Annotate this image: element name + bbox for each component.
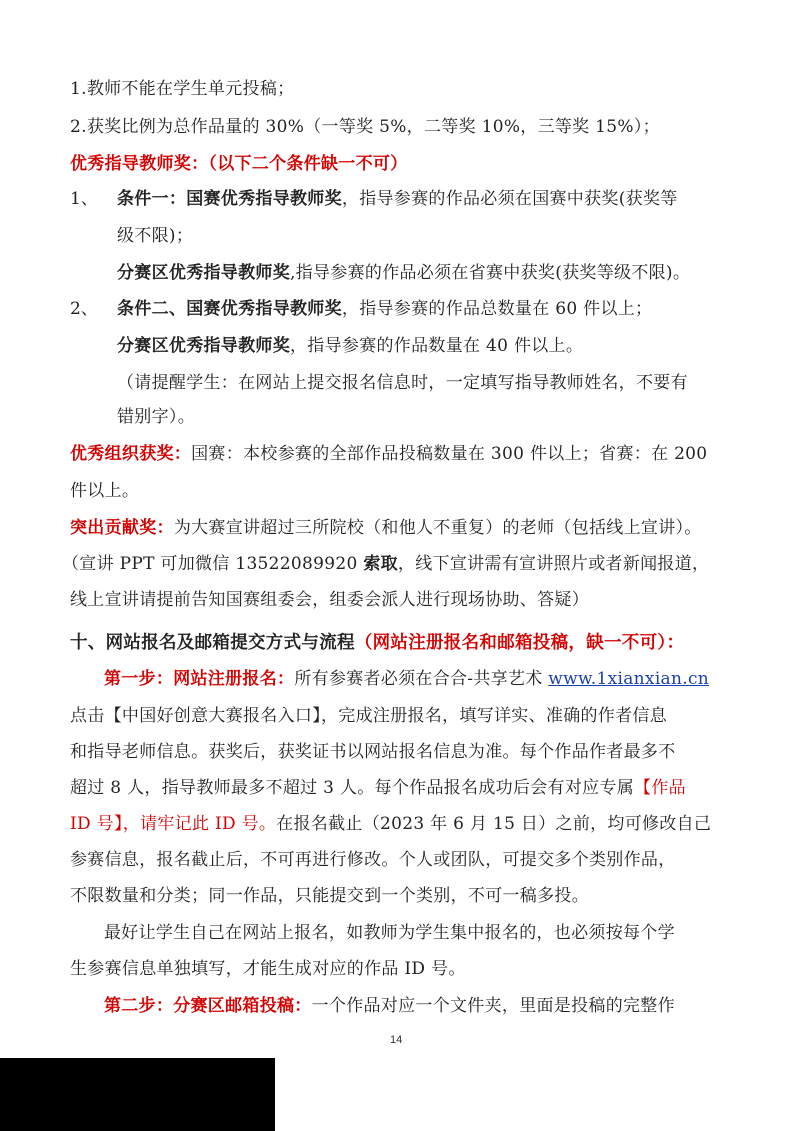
contrib-award-line-2	[62, 552, 709, 576]
condition-1-continuation: 级不限)；	[117, 226, 194, 246]
contrib-award-line-3: 线上宣讲请提前告知国赛组委会，组委会派人进行现场协助、答疑）	[70, 590, 589, 610]
step-1-text: 所有参赛者必须在合合-共享艺术	[294, 669, 549, 689]
org-award-continuation: 件以上。	[70, 481, 140, 501]
step-2-label: 第二步：分赛区邮箱投稿：	[104, 996, 312, 1016]
reminder-note-line-2: 错别字）。	[117, 407, 195, 427]
org-award-line	[70, 442, 707, 466]
paragraph-line-6: 不限数量和分类；同一作品，只能提交到一个类别，不可一稿多投。	[70, 886, 589, 906]
condition-1-sub-text: ,指导参赛的作品必须在省赛中获奖(获奖等级不限)。	[290, 263, 691, 283]
condition-2-title: 条件二、国赛优秀指导教师奖	[117, 299, 342, 319]
website-link[interactable]: www.1xianxian.cn	[548, 669, 710, 689]
paragraph-line-3-text: 超过 8 人，指导教师最多不超过 3 人。每个作品报名成功后会有对应专属	[70, 778, 635, 798]
work-id-note-end: ID 号】，请牢记此 ID 号。	[70, 814, 277, 834]
reminder-note-line-1: （请提醒学生：在网站上提交报名信息时，一定填写指导教师姓名，不要有	[117, 373, 688, 393]
condition-1-text: ，指导参赛的作品必须在国赛中获奖(获奖等	[341, 189, 678, 209]
condition-1-sub-line	[117, 261, 690, 285]
step-1-label: 第一步：网站注册报名：	[104, 669, 295, 689]
paragraph-line-7: 最好让学生自己在网站上报名，如教师为学生集中报名的，也必须按每个学	[104, 923, 675, 943]
contrib-award-label: 突出贡献奖：	[70, 518, 174, 538]
contrib-award-request: 索取	[363, 554, 398, 574]
deadline-text: 在报名截止（2023 年 6 月 15 日）之前，均可修改自己	[276, 814, 712, 834]
redaction-block	[0, 1058, 275, 1131]
paragraph-line-1: 点击【中国好创意大赛报名入口】，完成注册报名，填写详实、准确的作者信息	[70, 706, 667, 726]
org-award-label: 优秀组织获奖：	[70, 444, 192, 464]
paragraph-line-2: 和指导老师信息。获奖后，获奖证书以网站报名信息为准。每个作品作者最多不	[70, 742, 676, 762]
paragraph-line-3	[70, 776, 686, 800]
contrib-award-line	[70, 516, 702, 540]
step-1-line	[104, 667, 709, 691]
paragraph-line-5: 参赛信息，报名截止后，不可再进行修改。个人或团队，可提交多个类别作品，	[70, 850, 676, 870]
contrib-award-wechat: （宣讲 PPT 可加微信 13522089920	[62, 554, 364, 574]
condition-1-title: 条件一：国赛优秀指导教师奖	[117, 189, 342, 209]
section-10-title: 十、网站报名及邮箱提交方式与流程	[70, 633, 355, 653]
section-10-heading	[70, 631, 684, 655]
condition-2-sub-text: ，指导参赛的作品数量在 40 件以上。	[290, 336, 584, 356]
step-2-text: 一个作品对应一个文件夹，里面是投稿的完整作	[311, 996, 675, 1016]
contrib-award-offline: ，线下宣讲需有宣讲照片或者新闻报道，	[397, 554, 710, 574]
condition-2-sub-line	[117, 334, 583, 358]
condition-2-line	[117, 297, 652, 321]
section-10-title-note: （网站注册报名和邮箱投稿，缺一不可）：	[354, 633, 685, 653]
rule-line-2: 2.获奖比例为总作品量的 30%（一等奖 5%，二等奖 10%，三等奖 15%）；	[70, 117, 660, 137]
condition-1-sub-title: 分赛区优秀指导教师奖	[117, 263, 290, 283]
condition-1-number: 1、	[70, 189, 98, 209]
paragraph-line-4	[70, 812, 711, 836]
paragraph-line-8: 生参赛信息单独填写，才能生成对应的作品 ID 号。	[70, 959, 466, 979]
teacher-award-heading: 优秀指导教师奖：（以下二个条件缺一不可）	[70, 154, 408, 174]
condition-2-sub-title: 分赛区优秀指导教师奖	[117, 336, 290, 356]
condition-1-line	[117, 187, 678, 211]
condition-2-number: 2、	[70, 299, 98, 319]
condition-2-text: ，指导参赛的作品总数量在 60 件以上；	[341, 299, 653, 319]
work-id-note-start: 【作品	[634, 778, 686, 798]
rule-line-1: 1.教师不能在学生单元投稿；	[70, 79, 295, 99]
org-award-text: 国赛：本校参赛的全部作品投稿数量在 300 件以上；省赛：在 200	[191, 444, 708, 464]
contrib-award-text: 为大赛宣讲超过三所院校（和他人不重复）的老师（包括线上宣讲）。	[173, 518, 702, 538]
step-2-line	[104, 994, 675, 1018]
page-number: 14	[390, 1034, 403, 1046]
